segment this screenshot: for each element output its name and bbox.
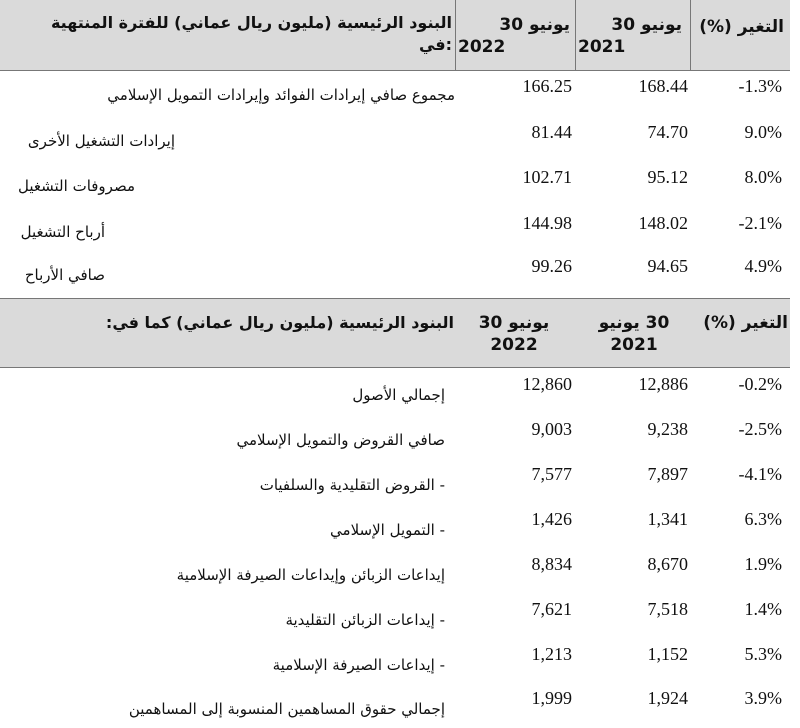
value-2022: 1,426: [531, 509, 572, 529]
value-change: 6.3%: [744, 509, 782, 529]
value-change: -4.1%: [738, 464, 782, 484]
value-2021: 148.02: [638, 213, 688, 233]
table-balance-sheet: [0, 298, 790, 728]
value-change: 1.4%: [744, 599, 782, 619]
value-2021: 9,238: [647, 419, 688, 439]
value-2021: 7,897: [647, 464, 688, 484]
value-2022: 166.25: [522, 76, 572, 96]
value-2022: 7,577: [531, 464, 572, 484]
value-2021: 8,670: [647, 554, 688, 574]
value-2021: 12,886: [638, 374, 688, 394]
row-label: مجموع صافي إيرادات الفوائد وإيرادات التمويل الإسلامي: [107, 86, 455, 104]
row-label: أرباح التشغيل: [20, 223, 105, 241]
row-label: صافي الأرباح: [24, 266, 105, 284]
row-label: إجمالي حقوق المساهمين المنسوبة إلى المساهمين: [128, 700, 445, 718]
value-2022: 102.71: [522, 167, 572, 187]
header-items: البنود الرئيسية (مليون ريال عماني) للفترة المنتهية :في: [50, 13, 452, 54]
value-2022: 9,003: [531, 419, 572, 439]
header-june-2021: 30 يونيو 2021: [598, 313, 670, 355]
value-2022: 7,621: [531, 599, 572, 619]
value-2022: 1,213: [531, 644, 572, 664]
row-label: - إيداعات الصيرفة الإسلامية: [272, 656, 445, 674]
value-change: -2.5%: [738, 419, 782, 439]
value-change: 9.0%: [744, 122, 782, 142]
value-2022: 8,834: [531, 554, 572, 574]
value-2022: 144.98: [522, 213, 572, 233]
header-change: التغير (%): [699, 17, 784, 37]
row-label: مصروفات التشغيل: [18, 177, 135, 195]
value-2022: 99.26: [531, 256, 572, 276]
header-june-2022: يونيو 30 2022: [458, 15, 570, 57]
value-change: -0.2%: [738, 374, 782, 394]
row-label: - إيداعات الزبائن التقليدية: [285, 611, 445, 629]
value-2021: 74.70: [647, 122, 688, 142]
value-2021: 1,152: [647, 644, 688, 664]
value-2021: 94.65: [647, 256, 688, 276]
value-2021: 1,341: [647, 509, 688, 529]
value-2021: 168.44: [638, 76, 688, 96]
value-change: 4.9%: [744, 256, 782, 276]
value-change: 1.9%: [744, 554, 782, 574]
value-2022: 81.44: [531, 122, 572, 142]
value-change: -2.1%: [738, 213, 782, 233]
row-label: إيداعات الزبائن وإيداعات الصيرفة الإسلامية: [176, 566, 445, 584]
row-label: - التمويل الإسلامي: [330, 521, 445, 539]
header-june-2022: يونيو 30 2022: [478, 313, 550, 355]
row-label: إيرادات التشغيل الأخرى: [27, 132, 175, 150]
row-label: إجمالي الأصول: [352, 386, 445, 404]
row-label: صافي القروض والتمويل الإسلامي: [236, 431, 445, 449]
value-2021: 7,518: [647, 599, 688, 619]
value-change: 8.0%: [744, 167, 782, 187]
value-change: 3.9%: [744, 688, 782, 708]
header-june-2021: يونيو 30 2021: [578, 15, 682, 57]
value-2022: 1,999: [531, 688, 572, 708]
header-items: البنود الرئيسية (مليون ريال عماني) كما في:: [105, 313, 454, 332]
value-2021: 95.12: [647, 167, 688, 187]
value-2022: 12,860: [522, 374, 572, 394]
value-2021: 1,924: [647, 688, 688, 708]
table-income-statement: [0, 0, 790, 298]
header-change: التغير (%): [703, 313, 788, 333]
value-change: -1.3%: [738, 76, 782, 96]
value-change: 5.3%: [744, 644, 782, 664]
row-label: - القروض التقليدية والسلفيات: [259, 476, 445, 494]
